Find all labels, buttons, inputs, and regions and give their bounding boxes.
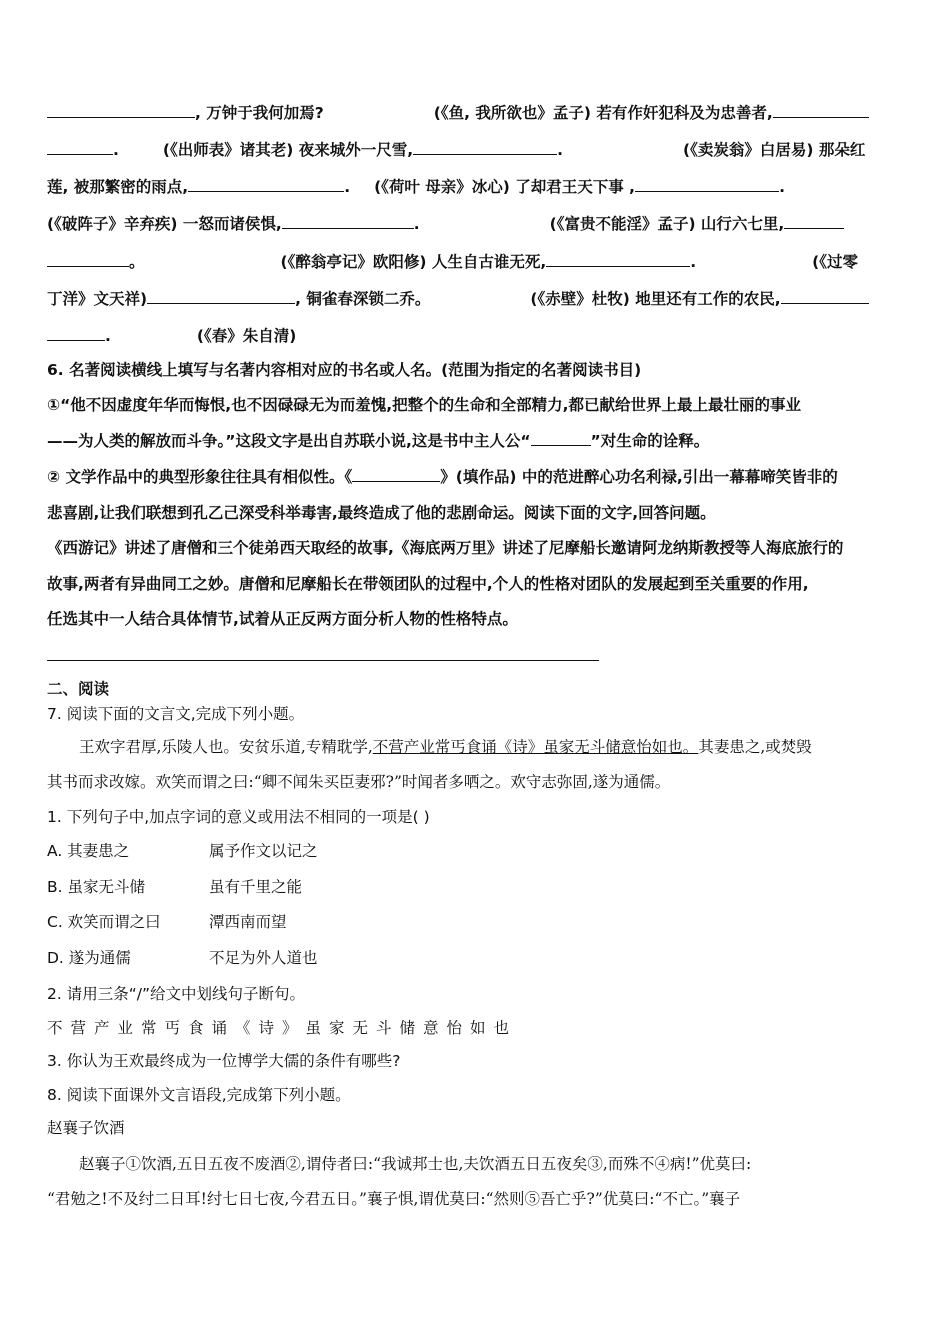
underlined-sentence: 不营产业常丐食诵《诗》虽家无斗储意怡如也。	[372, 738, 699, 756]
answer-blank[interactable]	[784, 214, 844, 229]
question-6-para-1b: ——为人类的解放而斗争。”这段文字是出自苏联小说,这是书中主人公“ ”对生命的诠释。	[47, 432, 710, 450]
option-c[interactable]: C. 欢笑而谓之曰 潭西南而望	[47, 913, 287, 931]
answer-blank[interactable]	[531, 431, 591, 446]
answer-blank[interactable]	[47, 326, 105, 341]
question-6-para-1a: ①“他不因虚度年华而悔恨,也不因碌碌无为而羞愧,把整个的生命和全部精力,都已献给世界上最上最壮丽的事业	[47, 396, 801, 414]
question-7-sub-2: 2. 请用三条“/”给文中划线句子断句。	[47, 985, 305, 1003]
option-a[interactable]: A. 其妻患之 属予作文以记之	[47, 842, 318, 860]
poetry-line-7: . (《春》朱自清)	[47, 325, 905, 347]
answer-blank[interactable]	[781, 289, 869, 304]
question-8-passage-line-1: 赵襄子①饮酒,五日五夜不废酒②,谓侍者曰:“我诚邦士也,夫饮酒五日五夜矣③,而殊不④病!”优莫曰:	[79, 1155, 752, 1173]
question-7-passage-line-1: 王欢字君厚,乐陵人也。安贫乐道,专精耽学,不营产业常丐食诵《诗》虽家无斗储意怡如也。其妻患之,或焚毁	[79, 738, 812, 756]
poetry-line-4: (《破阵子》辛弃疾) 一怒而诸侯惧, . (《富贵不能淫》孟子) 山行六七里,	[47, 213, 905, 235]
question-6-para-3a: 《西游记》讲述了唐僧和三个徒弟西天取经的故事,《海底两万里》讲述了尼摩船长邀请阿龙纳斯教授等人海底旅行的	[47, 539, 844, 557]
question-7-sub-1: 1. 下列句子中,加点字词的意义或用法不相同的一项是( )	[47, 808, 430, 826]
answer-blank[interactable]	[47, 103, 195, 118]
answer-blank[interactable]	[147, 289, 295, 304]
option-d[interactable]: D. 遂为通儒 不足为外人道也	[47, 949, 318, 967]
question-6-title: 6. 名著阅读横线上填写与名著内容相对应的书名或人名。(范围为指定的名著阅读书目)	[47, 361, 642, 379]
poetry-line-5: 。 (《醉翁亭记》欧阳修) 人生自古谁无死, . (《过零	[47, 251, 905, 273]
answer-blank[interactable]	[635, 177, 779, 192]
question-7-title: 7. 阅读下面的文言文,完成下列小题。	[47, 705, 305, 723]
question-6-para-2c: 悲喜剧,让我们联想到孔乙己深受科举毒害,最终造成了他的悲剧命运。阅读下面的文字,回答问题。	[47, 504, 716, 522]
answer-blank[interactable]	[282, 214, 414, 229]
question-7-sub-2-text: 不营产业常丐食诵《诗》虽家无斗储意怡如也	[47, 1019, 518, 1037]
answer-blank[interactable]	[47, 140, 113, 155]
section-2-title: 二、阅读	[47, 680, 110, 698]
answer-line[interactable]	[47, 660, 599, 661]
question-7-passage-line-2: 其书而求改嫁。欢笑而谓之曰:“卿不闻朱买臣妻邪?”时闻者多哂之。欢守志弥固,遂为通儒。	[47, 773, 671, 791]
answer-blank[interactable]	[352, 467, 440, 482]
poetry-line-1: , 万钟于我何加焉? (《鱼, 我所欲也》孟子) 若有作奸犯科及为忠善者,	[47, 102, 905, 124]
option-b[interactable]: B. 虽家无斗储 虽有千里之能	[47, 878, 303, 896]
answer-blank[interactable]	[773, 103, 869, 118]
question-8-heading: 赵襄子饮酒	[47, 1119, 125, 1137]
question-6-para-3c: 任选其中一人结合具体情节,试着从正反两方面分析人物的性格特点。	[47, 610, 518, 628]
question-8-passage-line-2: “君勉之!不及纣二日耳!纣七日七夜,今君五日。”襄子惧,谓优莫曰:“然则⑤吾亡乎?”优莫曰:“不亡。”襄子	[47, 1190, 741, 1208]
answer-blank[interactable]	[47, 252, 129, 267]
answer-blank[interactable]	[546, 252, 690, 267]
answer-blank[interactable]	[188, 177, 344, 192]
poetry-line-6: 丁洋》文天祥) , 铜雀春深锁二乔。 (《赤壁》杜牧) 地里还有工作的农民,	[47, 288, 905, 310]
answer-blank[interactable]	[413, 140, 557, 155]
question-6-para-2a: ② 文学作品中的典型形象往往具有相似性。《 》(填作品) 中的范进醉心功名利禄,引出一幕幕啼笑皆非的	[47, 468, 838, 486]
question-7-sub-3: 3. 你认为王欢最终成为一位博学大儒的条件有哪些?	[47, 1052, 401, 1070]
question-6-para-3b: 故事,两者有异曲同工之妙。唐僧和尼摩船长在带领团队的过程中,个人的性格对团队的发展起到至关重要的作用,	[47, 575, 809, 593]
poetry-line-2: . (《出师表》诸其老) 夜来城外一尺雪, . (《卖炭翁》白居易) 那朵红	[47, 139, 905, 161]
question-8-title: 8. 阅读下面课外文言语段,完成第下列小题。	[47, 1086, 351, 1104]
poetry-line-3: 莲, 被那繁密的雨点, . (《荷叶 母亲》冰心) 了却君王天下事 , .	[47, 178, 785, 196]
